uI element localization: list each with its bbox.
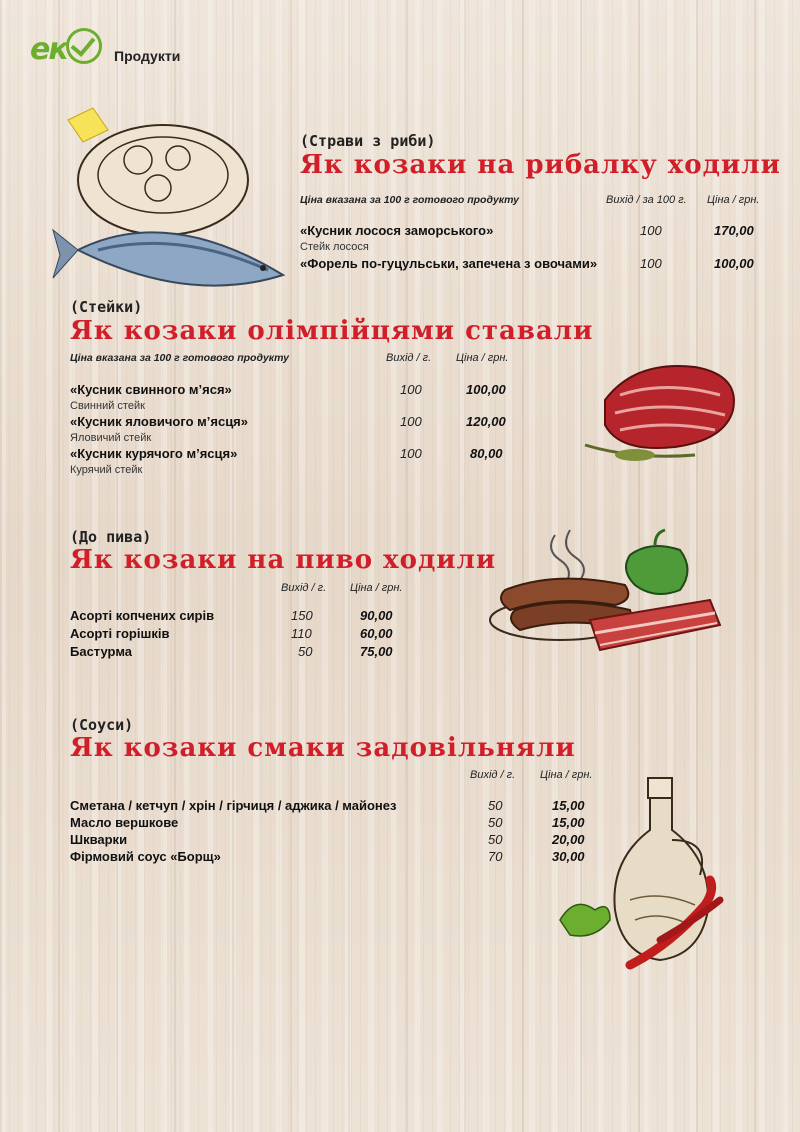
menu-item-name: Сметана / кетчуп / хрін / гірчиця / аджика / майонез (70, 798, 397, 813)
beer-subtitle: (До пива) (70, 528, 152, 546)
menu-item-desc: Свинний стейк (70, 400, 145, 412)
steak-illustration (575, 355, 750, 470)
brand-logo (30, 28, 180, 72)
menu-item-name: Шкварки (70, 832, 128, 847)
fish-price-note: Ціна вказана за 100 г готового продукту (300, 194, 520, 206)
check-icon (66, 28, 102, 64)
menu-item-price: 90,00 (360, 608, 393, 623)
menu-item-price: 20,00 (552, 832, 585, 847)
menu-item-name: Фірмовий соус «Борщ» (70, 849, 221, 864)
menu-item-name: «Кусник яловичого м’ясця» (70, 414, 248, 429)
menu-item-qty: 50 (488, 832, 503, 847)
menu-item-qty: 100 (400, 382, 422, 397)
menu-item-name: «Кусник лосося заморського» (300, 223, 494, 238)
menu-item-price: 80,00 (470, 446, 503, 461)
menu-item-price: 170,00 (714, 223, 754, 238)
sauces-title: Як козаки смаки задовільняли (70, 733, 576, 763)
menu-item-name: Асорті копчених сирів (70, 608, 215, 623)
fish-col-qty: Вихід / за 100 г. (606, 194, 687, 206)
menu-item-desc: Курячий стейк (70, 464, 143, 476)
menu-item-name: «Кусник курячого м’ясця» (70, 446, 238, 461)
menu-item-name: Бастурма (70, 644, 132, 659)
menu-item-qty: 100 (640, 256, 662, 271)
menu-item-price: 15,00 (552, 815, 585, 830)
menu-item-name: Масло вершкове (70, 815, 179, 830)
menu-item-price: 120,00 (466, 414, 506, 429)
menu-item-qty: 50 (488, 815, 503, 830)
steaks-price-note: Ціна вказана за 100 г готового продукту (70, 352, 290, 364)
steaks-col-price: Ціна / грн. (456, 352, 509, 364)
oil-bottle-pepper-illustration (550, 770, 750, 975)
menu-item-desc: Яловичий стейк (70, 432, 152, 444)
steaks-col-qty: Вихід / г. (386, 352, 432, 364)
menu-item-qty: 110 (291, 626, 312, 641)
menu-item-price: 30,00 (552, 849, 585, 864)
menu-item-desc: Стейк лосося (300, 241, 369, 253)
menu-item-qty: 100 (400, 446, 422, 461)
menu-item-qty: 150 (291, 608, 313, 623)
sausages-bacon-illustration (485, 525, 730, 670)
menu-item-qty: 50 (298, 644, 313, 659)
fish-col-price: Ціна / грн. (707, 194, 760, 206)
brand-name: Продукти (114, 48, 181, 64)
fish-platter-illustration (38, 100, 303, 300)
fish-subtitle: (Страви з риби) (300, 132, 436, 150)
steaks-subtitle: (Стейки) (70, 298, 143, 316)
sauces-subtitle: (Соуси) (70, 716, 134, 734)
menu-item-qty: 100 (400, 414, 422, 429)
fish-title: Як козаки на рибалку ходили (300, 150, 781, 180)
beer-col-qty: Вихід / г. (281, 582, 327, 594)
beer-title: Як козаки на пиво ходили (70, 545, 497, 575)
menu-item-name: «Кусник свинного м’яся» (70, 382, 232, 397)
menu-item-price: 75,00 (360, 644, 393, 659)
steaks-title: Як козаки олімпійцями ставали (70, 316, 594, 346)
menu-item-qty: 50 (488, 798, 503, 813)
menu-item-price: 60,00 (360, 626, 393, 641)
sauces-col-price: Ціна / грн. (540, 769, 593, 781)
menu-item-qty: 70 (488, 849, 503, 864)
menu-item-qty: 100 (640, 223, 662, 238)
menu-item-name: «Форель по-гуцульськи, запечена з овочами» (300, 256, 598, 271)
sauces-col-qty: Вихід / г. (470, 769, 516, 781)
beer-col-price: Ціна / грн. (350, 582, 403, 594)
logo-mark: ек (30, 32, 67, 67)
menu-item-price: 100,00 (714, 256, 754, 271)
menu-item-price: 15,00 (552, 798, 585, 813)
menu-item-name: Асорті горішків (70, 626, 170, 641)
menu-item-price: 100,00 (466, 382, 506, 397)
